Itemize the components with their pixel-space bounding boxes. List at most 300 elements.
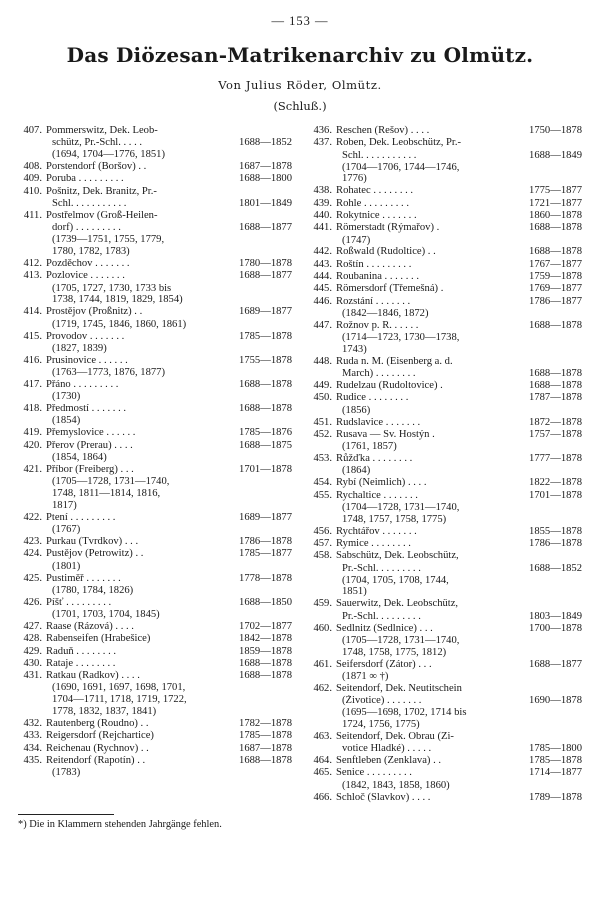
entry-number: 445. [313, 283, 332, 295]
entry-number-spacer [18, 343, 46, 355]
entry-number: 408. [23, 161, 42, 173]
entry-name: Rudice . . . . . . . . [336, 392, 409, 404]
entry-name: Ratkau (Radkov) . . . . [46, 670, 140, 682]
entry-detail: 1738, 1744, 1819, 1829, 1854) [52, 294, 183, 306]
entry-number-spacer [18, 585, 46, 597]
entry-name: Ruda n. M. (Eisenberg a. d. [336, 355, 453, 367]
entry-number: 413. [23, 270, 42, 282]
entry-detail: (1783) [52, 767, 81, 779]
entry-years: 1759—1878 [529, 271, 582, 282]
entry-detail: (1704, 1705, 1708, 1744, [342, 574, 449, 586]
entry-detail: (1854, 1864) [52, 451, 107, 463]
list-item-continuation [308, 332, 582, 344]
entry-years [520, 707, 582, 719]
entry-number-spacer [308, 575, 336, 587]
entry-years: 1688—1878 [239, 403, 292, 415]
entry-years [230, 706, 292, 718]
list-item-continuation [18, 706, 292, 718]
list-item [18, 355, 292, 367]
list-item-continuation [308, 344, 582, 356]
list-item-continuation [308, 465, 582, 477]
entry-number-spacer [308, 150, 336, 162]
entry-detail: Pr.-Schl. . . . . . . . . [342, 610, 421, 622]
list-item-continuation [18, 488, 292, 500]
list-item [18, 621, 292, 633]
entry-name: Rychtářov . . . . . . . [336, 525, 417, 537]
entry-number-spacer [18, 319, 46, 331]
entry-years: 1777—1878 [529, 453, 582, 465]
list-item-continuation [308, 563, 582, 575]
entry-name: Reigersdorf (Rejchartice) [46, 730, 154, 742]
entry-name: Rohatec . . . . . . . . [336, 185, 414, 197]
entry-number: 449. [313, 380, 332, 392]
list-item-continuation [308, 719, 582, 731]
entry-name: Ptení . . . . . . . . . [46, 511, 116, 523]
entry-name: Rudelzau (Rudoltovice) . [336, 380, 443, 392]
list-item-continuation [308, 514, 582, 526]
entry-years: 1688—1878 [239, 657, 292, 669]
entry-detail: 1724, 1756, 1775) [342, 718, 420, 730]
entry-name: Pošnitz, Dek. Branitz, Pr.- [46, 185, 157, 197]
entry-years: 1688—1877 [239, 270, 292, 282]
entry-name: Pozděchov . . . . . . . [46, 257, 130, 269]
entry-number: 431. [23, 670, 42, 682]
entry-number-spacer [18, 561, 46, 573]
entry-name: Pommerswitz, Dek. Leob- [46, 125, 158, 136]
entry-name: Provodov . . . . . . . [46, 330, 125, 342]
entry-number: 418. [23, 403, 42, 415]
entry-name: Sabschütz, Dek. Leobschütz, [336, 550, 459, 562]
entry-number: 410. [23, 185, 42, 197]
list-item [18, 306, 292, 318]
entry-number-spacer [18, 767, 46, 779]
entry-years: 1688—1878 [529, 222, 582, 234]
entry-years [520, 780, 582, 792]
entry-number: 450. [313, 392, 332, 404]
entry-number-spacer [18, 452, 46, 464]
list-item-continuation [18, 524, 292, 536]
entry-years [230, 283, 292, 295]
left-column [18, 125, 292, 804]
list-item-continuation [308, 743, 582, 755]
list-item [18, 403, 292, 415]
entry-name: Sedlnitz (Sedlnice) . . . [336, 622, 433, 634]
entry-name: Raduň . . . . . . . . [46, 645, 117, 657]
list-item [308, 125, 582, 137]
entry-number-spacer [308, 514, 336, 526]
entry-number: 439. [313, 197, 332, 209]
entry-number-spacer [308, 441, 336, 453]
entry-name: Přerov (Prerau) . . . . [46, 439, 133, 451]
list-item [18, 427, 292, 439]
list-item [308, 429, 582, 441]
list-item-continuation [308, 368, 582, 380]
list-item [308, 356, 582, 368]
entry-years: 1688—1878 [239, 378, 292, 390]
list-item [308, 526, 582, 538]
list-item [18, 440, 292, 452]
entry-number: 462. [313, 682, 332, 694]
entry-number-spacer [18, 500, 46, 512]
entry-years: 1786—1877 [529, 295, 582, 307]
list-item [18, 646, 292, 658]
entry-years: 1688—1875 [239, 439, 292, 451]
entry-number: 416. [23, 354, 42, 366]
entry-years [230, 561, 292, 573]
entry-years [520, 514, 582, 526]
entry-number-spacer [18, 198, 46, 210]
list-item [18, 464, 292, 476]
entry-name: Raase (Rázová) . . . . [46, 620, 134, 632]
entry-name: Schloč (Slavkov) . . . . [336, 791, 431, 803]
entry-number: 422. [23, 511, 42, 523]
entry-number: 458. [313, 550, 332, 562]
entry-years: 1785—1876 [239, 427, 292, 439]
list-item [308, 222, 582, 234]
entry-years [230, 609, 292, 621]
entry-years: 1872—1878 [529, 416, 582, 428]
entry-number-spacer [18, 234, 46, 246]
entry-years: 1702—1877 [239, 620, 292, 632]
entry-years [230, 319, 292, 331]
entry-years: 1785—1878 [239, 730, 292, 742]
list-item-continuation [308, 671, 582, 683]
list-item [18, 161, 292, 173]
entry-detail: (1747) [342, 234, 371, 246]
entry-number-spacer [18, 488, 46, 500]
entry-name: Roben, Dek. Leobschütz, Pr.- [336, 137, 462, 149]
entry-years [520, 586, 582, 598]
entry-number-spacer [18, 706, 46, 718]
entry-years: 1842—1878 [239, 633, 292, 645]
entry-years [230, 246, 292, 258]
list-item-continuation [18, 391, 292, 403]
entry-number-spacer [308, 719, 336, 731]
list-item-continuation [308, 611, 582, 623]
list-item [18, 536, 292, 548]
list-item [18, 512, 292, 524]
entry-detail: (1854) [52, 415, 81, 427]
list-item-continuation [308, 707, 582, 719]
list-item-continuation [308, 441, 582, 453]
list-item-continuation [308, 575, 582, 587]
entry-number: 429. [23, 645, 42, 657]
entry-number: 428. [23, 633, 42, 645]
entry-name: Rymice . . . . . . . . [336, 538, 411, 550]
entry-detail: 1748, 1757, 1758, 1775) [342, 513, 447, 525]
entry-years: 1714—1877 [529, 767, 582, 779]
entry-name: Růžďka . . . . . . . . [336, 453, 413, 465]
entry-years: 1780—1878 [239, 257, 292, 269]
entry-name: Příbor (Freiberg) . . . [46, 463, 134, 475]
list-item-continuation [18, 222, 292, 234]
entry-years [520, 502, 582, 514]
entry-number-spacer [308, 743, 336, 755]
entry-number: 438. [313, 185, 332, 197]
entry-number: 455. [313, 489, 332, 501]
entry-years: 1688—1852 [239, 137, 292, 149]
entry-years [230, 500, 292, 512]
list-item [308, 417, 582, 429]
entry-years: 1688—1878 [529, 380, 582, 392]
entry-number-spacer [308, 611, 336, 623]
list-item-continuation [308, 162, 582, 174]
list-item-continuation [18, 500, 292, 512]
entry-name: Píšť . . . . . . . . . [46, 596, 112, 608]
entry-detail: 1743) [342, 344, 367, 355]
entry-name: Porstendorf (Boršov) . . [46, 161, 147, 173]
entry-years: 1787—1878 [529, 392, 582, 404]
entry-years [520, 235, 582, 247]
list-item [308, 380, 582, 392]
list-item-continuation [308, 308, 582, 320]
entry-detail: 1748, 1758, 1775, 1812) [342, 646, 447, 658]
entry-number-spacer [18, 246, 46, 258]
entry-years: 1822—1878 [529, 477, 582, 489]
list-item-continuation [18, 415, 292, 427]
entry-name: Senice . . . . . . . . . [336, 767, 412, 779]
list-item [308, 296, 582, 308]
entry-detail: Schl. . . . . . . . . . . [342, 149, 417, 161]
entry-years: 1688—1878 [529, 368, 582, 380]
list-item [308, 453, 582, 465]
list-item-continuation [308, 635, 582, 647]
entry-years [230, 294, 292, 306]
author-line: Von Julius Röder, Olmütz. [218, 78, 382, 92]
entry-years: 1789—1878 [529, 791, 582, 803]
entry-years [520, 332, 582, 344]
entry-years: 1785—1877 [239, 548, 292, 560]
entry-detail: 1704—1711, 1718, 1719, 1722, [52, 694, 187, 706]
list-item [308, 659, 582, 671]
list-item [308, 271, 582, 283]
two-column-body [0, 125, 600, 804]
list-item [18, 186, 292, 198]
entry-detail: 1778, 1832, 1837, 1841) [52, 706, 157, 718]
list-item [18, 670, 292, 682]
entry-name: Rusava — Sv. Hostýn . [336, 428, 435, 440]
list-item-continuation [308, 647, 582, 659]
footnote [18, 810, 268, 831]
entry-years [520, 344, 582, 356]
entry-number: 436. [313, 125, 332, 136]
list-item [308, 137, 582, 149]
entry-years: 1750—1878 [529, 125, 582, 136]
entry-years [520, 671, 582, 683]
entry-years [230, 585, 292, 597]
list-item [308, 477, 582, 489]
entry-name: Rožnov p. R. . . . . . [336, 319, 419, 331]
entry-name: Prostějov (Proßnitz) . . [46, 306, 143, 318]
entry-years [230, 452, 292, 464]
list-item-continuation [18, 609, 292, 621]
list-item-continuation [18, 294, 292, 306]
entry-name: Roßwald (Rudoltice) . . [336, 246, 436, 258]
list-item-continuation [18, 452, 292, 464]
footnote-rule [18, 814, 114, 815]
list-item-continuation [18, 561, 292, 573]
entry-years [230, 682, 292, 694]
entry-number: 459. [313, 598, 332, 610]
entry-number-spacer [308, 502, 336, 514]
entry-number-spacer [308, 586, 336, 598]
entry-detail: (1704—1728, 1731—1740, [342, 501, 460, 513]
entry-name: Rybí (Neimlich) . . . . [336, 477, 427, 489]
entry-number: 444. [313, 271, 332, 282]
entry-number: 466. [313, 791, 332, 803]
list-item-continuation [308, 173, 582, 185]
entry-name: Roubanina . . . . . . . [336, 271, 419, 282]
list-item [18, 755, 292, 767]
list-item [18, 718, 292, 730]
entry-detail: (1827, 1839) [52, 342, 107, 354]
entry-name: Roštín . . . . . . . . . [336, 258, 412, 270]
list-item [18, 743, 292, 755]
entry-detail: (1714—1723, 1730—1738, [342, 332, 460, 344]
list-item [308, 283, 582, 295]
entry-detail: (1704—1706, 1744—1746, [342, 161, 460, 173]
entry-number-spacer [18, 476, 46, 488]
entry-number: 457. [313, 538, 332, 550]
entry-number: 427. [23, 620, 42, 632]
list-item-continuation [308, 695, 582, 707]
entry-detail: (1842, 1843, 1858, 1860) [342, 779, 450, 791]
entry-detail: (Životice) . . . . . . . [342, 695, 422, 707]
entry-years [520, 719, 582, 731]
list-item [18, 270, 292, 282]
entry-detail: (1730) [52, 391, 81, 403]
list-item-continuation [18, 767, 292, 779]
entry-years: 1688—1852 [529, 562, 582, 574]
list-item [18, 633, 292, 645]
list-item-continuation [308, 586, 582, 598]
entry-name: Pustiměř . . . . . . . [46, 572, 121, 584]
entry-name: Römerstadt (Rýmařov) . [336, 222, 440, 234]
entry-years: 1775—1877 [529, 185, 582, 197]
entry-years [230, 149, 292, 161]
entry-name: Senftleben (Zenklava) . . [336, 755, 442, 767]
entry-detail: March) . . . . . . . . [342, 368, 416, 380]
list-item [308, 598, 582, 610]
entry-years: 1688—1877 [529, 658, 582, 670]
entry-number-spacer [308, 671, 336, 683]
entry-years: 1801—1849 [239, 198, 292, 209]
entry-detail: (1761, 1857) [342, 441, 397, 453]
list-item-continuation [18, 694, 292, 706]
entry-number: 409. [23, 173, 42, 185]
entry-detail: Schl. . . . . . . . . . . [52, 198, 127, 209]
entry-years: 1688—1878 [239, 755, 292, 767]
list-item-continuation [308, 150, 582, 162]
entry-detail: (1705, 1727, 1730, 1733 bis [52, 282, 172, 294]
entry-number: 434. [23, 742, 42, 754]
entry-years [520, 173, 582, 185]
entry-years: 1785—1800 [529, 743, 582, 755]
entry-number: 464. [313, 755, 332, 767]
entry-years [520, 575, 582, 587]
entry-number-spacer [308, 635, 336, 647]
entry-years [520, 405, 582, 417]
entry-years: 1701—1878 [239, 463, 292, 475]
list-item-continuation [308, 502, 582, 514]
entry-years: 1721—1877 [529, 197, 582, 209]
entry-years: 1700—1878 [529, 622, 582, 634]
entry-number-spacer [308, 465, 336, 477]
entry-number-spacer [18, 294, 46, 306]
entry-number: 454. [313, 477, 332, 489]
entry-name: Rataje . . . . . . . . [46, 657, 116, 669]
entry-number-spacer [308, 344, 336, 356]
entry-number-spacer [308, 780, 336, 792]
list-item [308, 538, 582, 550]
entry-detail: (1856) [342, 404, 371, 416]
entry-number: 412. [23, 257, 42, 269]
list-item [308, 210, 582, 222]
entry-number: 456. [313, 525, 332, 537]
list-item-continuation [18, 149, 292, 161]
entry-number: 417. [23, 378, 42, 390]
entry-detail: (1705—1728, 1731—1740, [52, 476, 170, 488]
list-item-continuation [18, 682, 292, 694]
list-item-continuation [18, 476, 292, 488]
list-item [308, 755, 582, 767]
entry-name: Reichenau (Rychnov) . . [46, 742, 149, 754]
entry-number: 432. [23, 718, 42, 730]
entry-number: 452. [313, 428, 332, 440]
entry-detail: (1864) [342, 465, 371, 477]
entry-years [230, 524, 292, 536]
entry-number: 443. [313, 258, 332, 270]
entry-name: Postřelmov (Groß-Heilen- [46, 209, 158, 221]
entry-name: Seifersdorf (Zátor) . . . [336, 658, 432, 670]
entry-number: 425. [23, 572, 42, 584]
entry-years: 1859—1878 [239, 645, 292, 657]
entry-years: 1785—1878 [529, 755, 582, 767]
list-item-continuation [18, 198, 292, 210]
entry-detail: votice Hladké) . . . . . [342, 743, 432, 755]
entry-years: 1689—1877 [239, 306, 292, 318]
page-title: Das Diözesan-Matrikenarchiv zu Olmütz. [66, 43, 534, 67]
entry-name: Rautenberg (Roudno) . . [46, 718, 149, 730]
entry-name: Rudslavice . . . . . . . [336, 416, 421, 428]
entry-number: 414. [23, 306, 42, 318]
footnote-text: *) Die in Klammern stehenden Jahrgänge fehlen. [18, 818, 222, 830]
entry-years: 1701—1878 [529, 489, 582, 501]
list-item [18, 379, 292, 391]
entry-number: 448. [313, 355, 332, 367]
entry-number: 446. [313, 295, 332, 307]
entry-detail: Pr.-Schl. . . . . . . . . [342, 562, 421, 574]
entry-number: 419. [23, 427, 42, 439]
list-item [308, 198, 582, 210]
entry-years: 1687—1878 [239, 161, 292, 173]
entry-years [230, 391, 292, 403]
entry-detail: (1701, 1703, 1704, 1845) [52, 609, 160, 621]
entry-name: Prusinovice . . . . . . [46, 354, 128, 366]
entry-name: Seitendorf, Dek. Obrau (Zi- [336, 730, 454, 742]
list-item [18, 331, 292, 343]
list-item-continuation [308, 235, 582, 247]
entry-years: 1688—1878 [529, 319, 582, 331]
list-item [308, 731, 582, 743]
list-item [18, 573, 292, 585]
list-item [18, 125, 292, 137]
list-item [18, 173, 292, 185]
entry-name: Seitendorf, Dek. Neutitschein [336, 682, 462, 694]
page-number: — 153 — [271, 14, 329, 28]
entry-number-spacer [18, 283, 46, 295]
entry-name: Rohle . . . . . . . . . [336, 197, 409, 209]
